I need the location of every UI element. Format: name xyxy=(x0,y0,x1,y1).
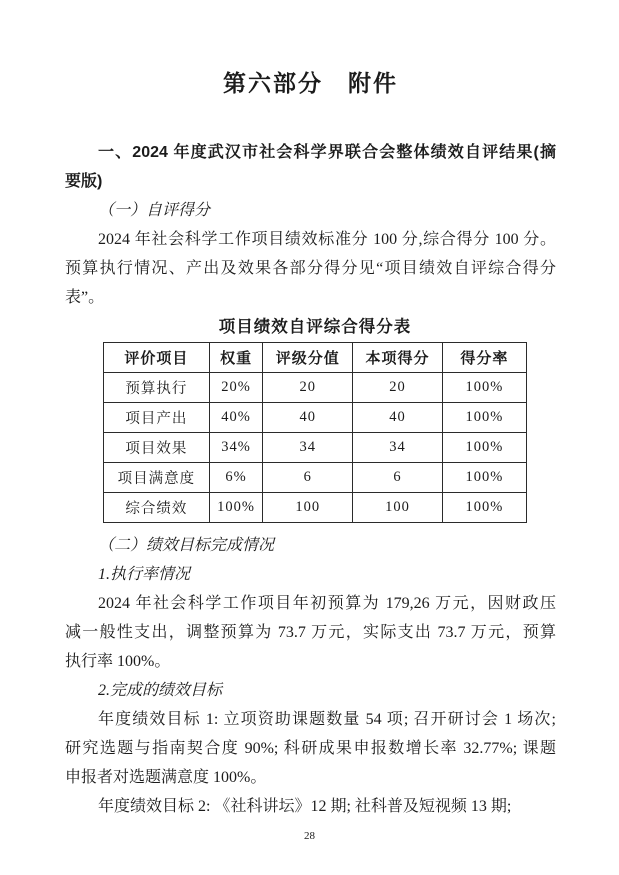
table-cell: 6 xyxy=(353,463,443,493)
section-heading-line-1: 一、2024 年度武汉市社会科学界联合会整体绩效自评结果(摘 xyxy=(98,144,556,161)
table-cell: 34 xyxy=(353,433,443,463)
table-cell: 6% xyxy=(209,463,263,493)
table-header-rating-score: 评级分值 xyxy=(263,343,353,373)
paragraph-3-line-1: 年度绩效目标 1: 立项资助课题数量 54 项; 召开研讨会 1 场次; xyxy=(98,711,556,728)
paragraph-1-line-1: 2024 年社会科学工作项目绩效标准分 100 分,综合得分 100 分。 xyxy=(98,231,556,248)
subheading-execution-rate: 1.执行率情况 xyxy=(98,566,191,583)
paragraph-2-line-3: 执行率 100%。 xyxy=(65,653,171,670)
paragraph-1-line-3: 表”。 xyxy=(65,289,105,306)
score-table xyxy=(103,342,527,523)
subheading-completed-goals: 2.完成的绩效目标 xyxy=(98,682,223,699)
table-cell: 20% xyxy=(209,373,263,403)
table-cell: 40 xyxy=(263,403,353,433)
table-header-item-score: 本项得分 xyxy=(353,343,443,373)
table-cell: 20 xyxy=(263,373,353,403)
table-row xyxy=(104,493,527,523)
section-heading-line-2: 要版) xyxy=(65,173,103,190)
paragraph-3-line-3: 申报者对选题满意度 100%。 xyxy=(65,769,267,786)
table-cell: 综合绩效 xyxy=(104,493,210,523)
paragraph-4-line-1: 年度绩效目标 2: 《社科讲坛》12 期; 社科普及短视频 13 期; xyxy=(98,798,512,815)
table-header-row xyxy=(104,343,527,373)
table-cell: 100% xyxy=(442,493,526,523)
table-row xyxy=(104,373,527,403)
table-cell: 100% xyxy=(442,403,526,433)
table-cell: 项目效果 xyxy=(104,433,210,463)
table-row xyxy=(104,403,527,433)
table-cell: 预算执行 xyxy=(104,373,210,403)
paragraph-2-line-2: 减一般性支出，调整预算为 73.7 万元，实际支出 73.7 万元，预算 xyxy=(65,624,556,641)
table-row xyxy=(104,433,527,463)
table-cell: 34% xyxy=(209,433,263,463)
table-cell: 34 xyxy=(263,433,353,463)
table-header-score-rate: 得分率 xyxy=(442,343,526,373)
subheading-goal-completion: （二）绩效目标完成情况 xyxy=(98,537,275,554)
subheading-self-score: （一）自评得分 xyxy=(98,202,211,219)
paragraph-1-line-2: 预算执行情况、产出及效果各部分得分见“项目绩效自评综合得分 xyxy=(65,260,556,277)
table-cell: 20 xyxy=(353,373,443,403)
table-header-item: 评价项目 xyxy=(104,343,210,373)
table-cell: 100 xyxy=(353,493,443,523)
paragraph-2-line-1: 2024 年社会科学工作项目年初预算为 179,26 万元，因财政压 xyxy=(98,595,556,612)
table-row xyxy=(104,463,527,493)
table-cell: 100% xyxy=(442,463,526,493)
table-cell: 40 xyxy=(353,403,443,433)
table-cell: 100% xyxy=(209,493,263,523)
page-number: 28 xyxy=(304,830,315,842)
table-cell: 6 xyxy=(263,463,353,493)
table-cell: 项目满意度 xyxy=(104,463,210,493)
table-header-weight: 权重 xyxy=(209,343,263,373)
table-cell: 100 xyxy=(263,493,353,523)
table-cell: 100% xyxy=(442,433,526,463)
table-cell: 项目产出 xyxy=(104,403,210,433)
table-title: 项目绩效自评综合得分表 xyxy=(218,317,412,336)
document-title: 第六部分 附件 xyxy=(223,70,398,96)
paragraph-3-line-2: 研究选题与指南契合度 90%; 科研成果申报数增长率 32.77%; 课题 xyxy=(65,740,556,757)
page-content xyxy=(65,0,556,821)
table-cell: 40% xyxy=(209,403,263,433)
table-cell: 100% xyxy=(442,373,526,403)
